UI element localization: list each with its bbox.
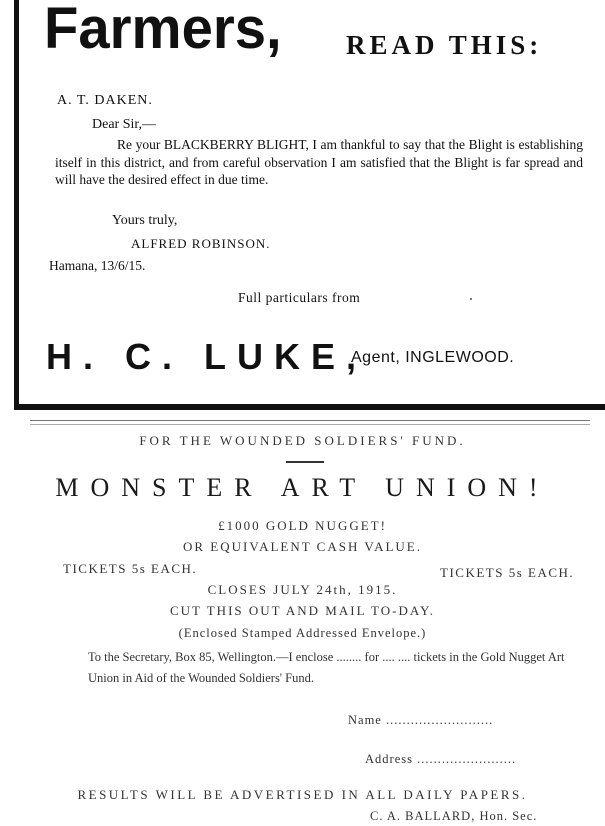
cut-out-instruction: CUT THIS OUT AND MAIL TO-DAY. — [169, 603, 436, 618]
closing-date: CLOSES JULY 24th, 1915. — [207, 582, 398, 597]
letter-closing: Yours truly, — [112, 213, 178, 228]
agent-name: H. C. LUKE, — [46, 336, 368, 377]
letter-addressee: A. T. DAKEN. — [57, 93, 153, 108]
name-field: Name .......................... — [348, 713, 494, 727]
results-notice: RESULTS WILL BE ADVERTISED IN ALL DAILY PAPERS. — [77, 787, 528, 802]
particulars-line: Full particulars from — [238, 290, 361, 305]
short-rule — [286, 461, 324, 463]
separator-rule — [30, 424, 590, 425]
fund-line: FOR THE WOUNDED SOLDIERS' FUND. — [139, 433, 466, 448]
coupon-text: To the Secretary, Box 85, Wellington.—I enclose ........ for .... .... tickets in the Gold Nugget Art Union in Aid of the Wounded Soldiers' Fund. — [88, 650, 565, 685]
equivalent-line: OR EQUIVALENT CASH VALUE. — [183, 539, 422, 554]
letter-salutation: Dear Sir,— — [92, 117, 156, 132]
tickets-price-left: TICKETS 5s EACH. — [63, 561, 198, 576]
headline: Farmers, — [44, 0, 282, 61]
print-speck — [470, 298, 472, 300]
letter-place-date: Hamana, 13/6/15. — [49, 258, 146, 273]
secretary-signature: C. A. BALLARD, Hon. Sec. — [370, 809, 538, 823]
enclosed-envelope-note: (Enclosed Stamped Addressed Envelope.) — [178, 626, 427, 640]
agent-location: Agent, INGLEWOOD. — [351, 349, 515, 366]
address-field: Address ........................ — [365, 752, 517, 766]
letter-body: Re your BLACKBERRY BLIGHT, I am thankful to say that the Blight is establishing itself in this district, and from careful observation I am satisfied that the Blight is far spread and will have the desired effect in due time. — [55, 137, 583, 187]
prize-line: £1000 GOLD NUGGET! — [218, 518, 387, 533]
headline-tag: READ THIS: — [346, 30, 543, 60]
separator-rule — [30, 420, 590, 421]
letter-signature: ALFRED ROBINSON. — [131, 236, 271, 251]
ad-border-left — [14, 0, 19, 410]
ad-border-bottom — [14, 404, 605, 410]
art-union-headline: MONSTER ART UNION! — [55, 473, 550, 502]
tickets-price-right: TICKETS 5s EACH. — [440, 565, 575, 580]
